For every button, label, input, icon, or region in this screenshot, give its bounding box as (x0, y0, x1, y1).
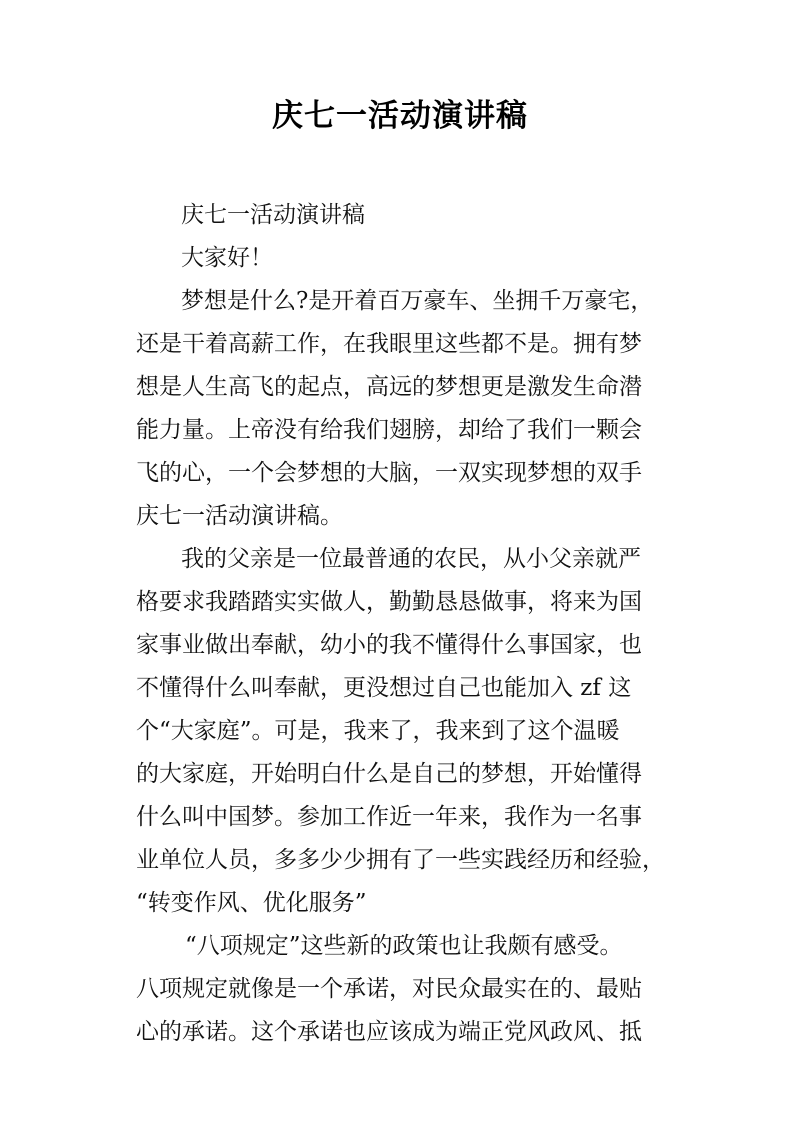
text-line: 业单位人员，多多少少拥有了一些实践经历和经验， (136, 847, 665, 873)
text-line: 八项规定就像是一个承诺，对民众最实在的、最贴 (136, 976, 642, 1002)
text-line: “八项规定”这些新的政策也让我颇有感受。 (185, 933, 623, 959)
text-line: 还是干着高薪工作，在我眼里这些都不是。拥有梦 (136, 331, 642, 357)
text-line: 飞的心，一个会梦想的大脑，一双实现梦想的双手 (136, 460, 642, 486)
text-line: “转变作风、优化服务” (136, 890, 367, 916)
text-line: 想是人生高飞的起点，高远的梦想更是激发生命潜 (136, 374, 642, 400)
text-line: 我的父亲是一位最普通的农民，从小父亲就严 (181, 546, 641, 572)
text-line: 的大家庭，开始明白什么是自己的梦想，开始懂得 (136, 761, 642, 787)
text-line: 什么叫中国梦。参加工作近一年来，我作为一名事 (136, 804, 642, 830)
text-line: 心的承诺。这个承诺也应该成为端正党风政风、抵 (136, 1019, 642, 1045)
text-line: 个“大家庭”。可是，我来了，我来到了这个温暖 (136, 718, 620, 744)
text-line: 大家好！ (181, 245, 273, 271)
text-line: 格要求我踏踏实实做人，勤勤恳恳做事，将来为国 (136, 589, 642, 615)
text-line: 能力量。上帝没有给我们翅膀，却给了我们一颗会 (136, 417, 642, 443)
text-line: 不懂得什么叫奉献，更没想过自己也能加入 zf 这 (136, 675, 632, 701)
text-line: 梦想是什么?是开着百万豪车、坐拥千万豪宅， (181, 288, 654, 314)
text-line: 庆七一活动演讲稿 (181, 202, 365, 228)
text-line: 家事业做出奉献，幼小的我不懂得什么事国家，也 (136, 632, 642, 658)
text-line: 庆七一活动演讲稿。 (136, 503, 343, 529)
document-title: 庆七一活动演讲稿 (272, 98, 528, 134)
